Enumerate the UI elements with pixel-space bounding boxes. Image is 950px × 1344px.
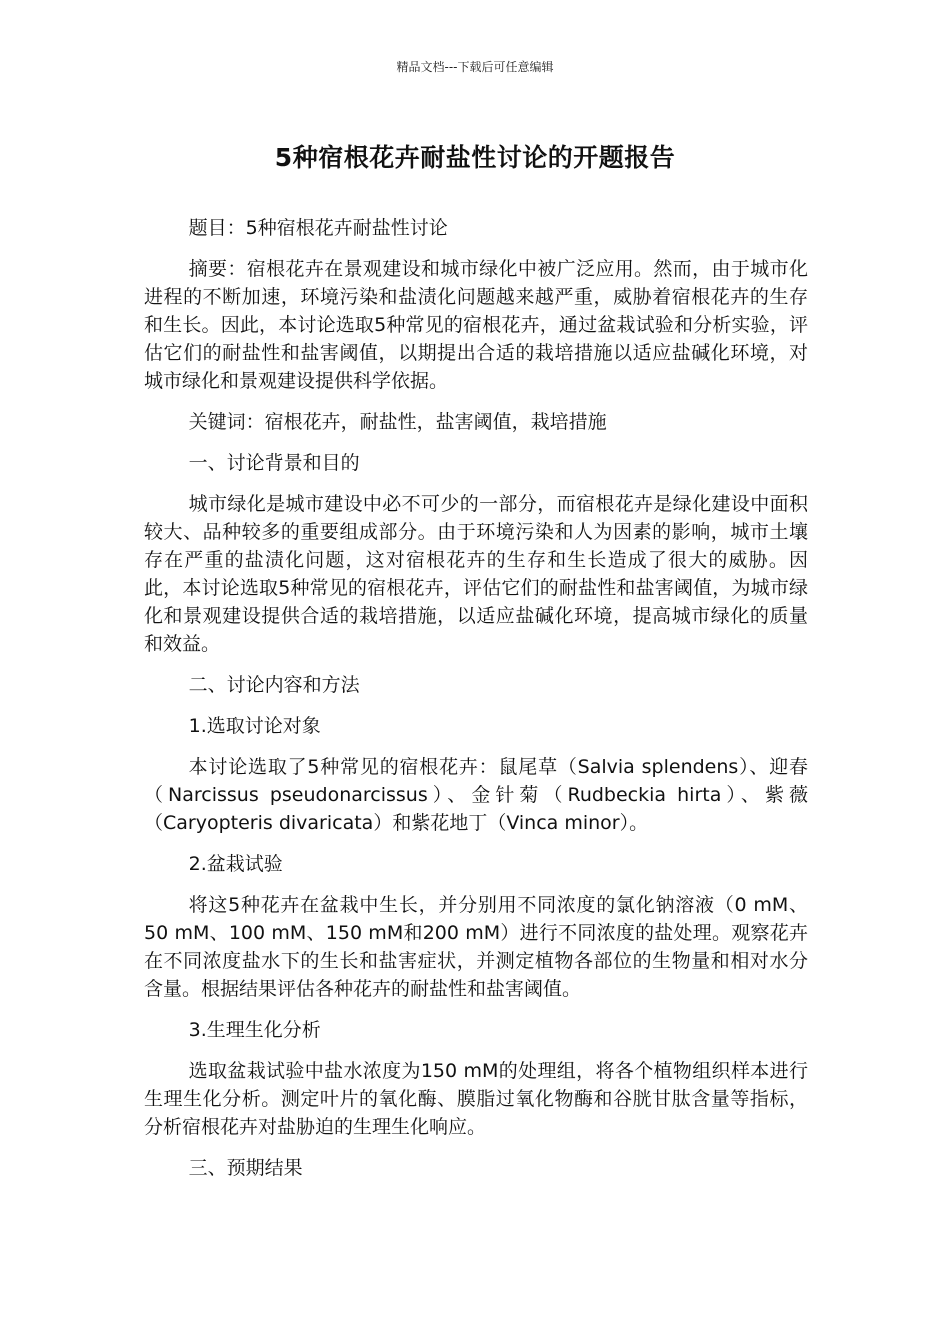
subheading-physiology: 3.生理生化分析 (188, 1019, 321, 1041)
subheading-pot-experiment: 2.盆栽试验 (188, 853, 283, 875)
section-heading-methods: 二、讨论内容和方法 (188, 674, 360, 696)
topic-line: 题目：5种宿根花卉耐盐性讨论 (188, 217, 448, 239)
document-body (144, 214, 808, 1195)
subheading-subjects: 1.选取讨论对象 (188, 715, 321, 737)
section-heading-expected-results: 三、预期结果 (188, 1157, 303, 1179)
pot-experiment-paragraph: 将这5种花卉在盆栽中生长，并分别用不同浓度的氯化钠溶液（0 mM、50 mM、100 mM、150 mM和200 mM）进行不同浓度的盐处理。观察花卉在不同浓度盐水下的生长和盐害症状，并测定植物各部位的生物量和相对水分含量。根据结果评估各种花卉的耐盐性和盐害阈值。 (144, 894, 808, 1000)
abstract-paragraph: 摘要：宿根花卉在景观建设和城市绿化中被广泛应用。然而，由于城市化进程的不断加速，环境污染和盐渍化问题越来越严重，威胁着宿根花卉的生存和生长。因此，本讨论选取5种常见的宿根花卉，通过盆栽试验和分析实验，评估它们的耐盐性和盐害阈值，以期提出合适的栽培措施以适应盐碱化环境，对城市绿化和景观建设提供科学依据。 (144, 258, 808, 392)
keywords-line: 关键词：宿根花卉，耐盐性，盐害阈值，栽培措施 (188, 411, 607, 433)
document-title: 5种宿根花卉耐盐性讨论的开题报告 (274, 143, 676, 172)
background-paragraph: 城市绿化是城市建设中必不可少的一部分，而宿根花卉是绿化建设中面积较大、品种较多的重要组成部分。由于环境污染和人为因素的影响，城市土壤存在严重的盐渍化问题，这对宿根花卉的生存和生长造成了很大的威胁。因此，本讨论选取5种常见的宿根花卉，评估它们的耐盐性和盐害阈值，为城市绿化和景观建设提供合适的栽培措施，以适应盐碱化环境，提高城市绿化的质量和效益。 (144, 493, 808, 655)
subjects-paragraph: 本讨论选取了5种常见的宿根花卉：鼠尾草（Salvia splendens）、迎春（Narcissus pseudonarcissus）、金针菊（Rudbeckia hirta）、紫薇（Caryopteris divaricata）和紫花地丁（Vinca minor）。 (144, 756, 808, 834)
section-heading-background: 一、讨论背景和目的 (188, 452, 360, 474)
page-header: 精品文档---下载后可任意编辑 (396, 60, 554, 74)
physiology-paragraph: 选取盆栽试验中盐水浓度为150 mM的处理组，将各个植物组织样本进行生理生化分析。测定叶片的氧化酶、膜脂过氧化物酶和谷胱甘肽含量等指标，分析宿根花卉对盐胁迫的生理生化响应。 (144, 1060, 808, 1138)
